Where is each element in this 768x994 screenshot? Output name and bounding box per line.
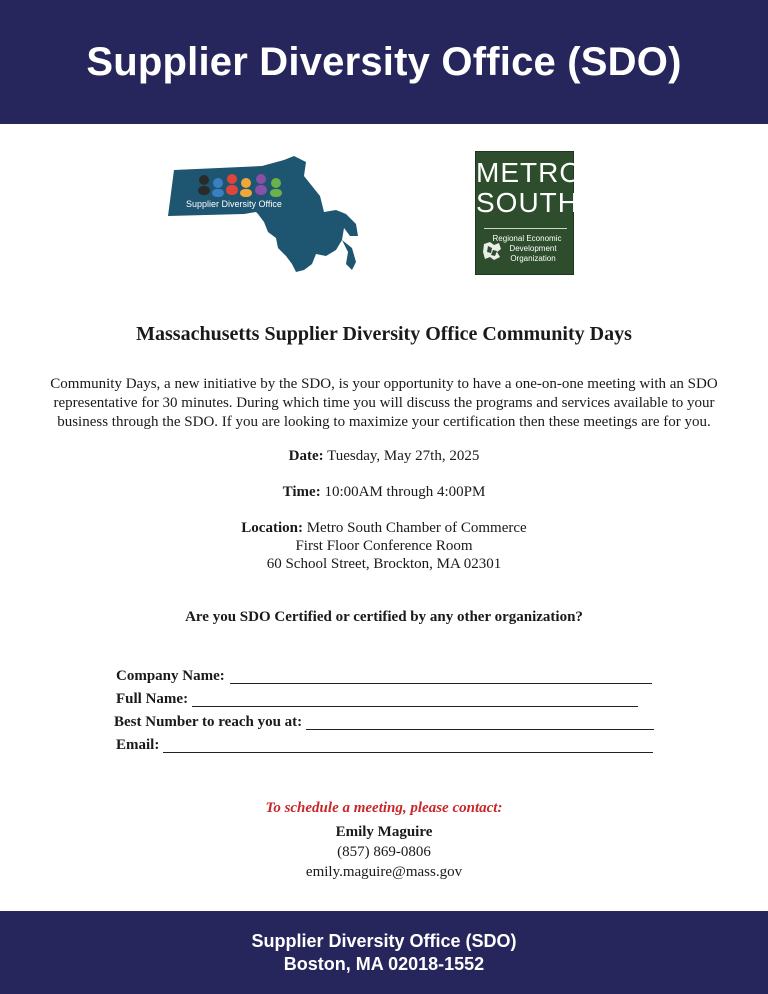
location-line3: 60 School Street, Brockton, MA 02301 — [266, 556, 502, 572]
intro-line: Community Days, a new initiative by the SDO, is your opportunity to have a one-on-one meeting with an SDO — [50, 376, 718, 392]
full-name-label: Full Name: — [116, 691, 189, 707]
date-value: Tuesday, May 27th, 2025 — [327, 448, 480, 464]
full-name-field[interactable] — [116, 691, 638, 709]
sdo-logo-label: Supplier Diversity Office — [186, 199, 282, 209]
massachusetts-map-icon — [166, 152, 362, 278]
event-title: Massachusetts Supplier Diversity Office Community Days — [136, 323, 632, 345]
email-line[interactable] — [163, 752, 653, 753]
metro-south-logo — [475, 151, 583, 275]
time-value: 10:00AM through 4:00PM — [324, 484, 486, 500]
certification-question: Are you SDO Certified or certified by any other organization? — [185, 609, 583, 625]
date-label: Date: — [288, 448, 324, 464]
company-name-label: Company Name: — [116, 668, 225, 684]
metro-south-sub3: Organization — [510, 254, 556, 263]
company-name-field[interactable] — [116, 668, 652, 686]
footer-line1: Supplier Diversity Office (SDO) — [251, 931, 517, 951]
intro-line: representative for 30 minutes. During which time you will discuss the programs and services available to your — [53, 395, 715, 411]
metro-south-line2: SOUTH — [476, 187, 579, 218]
full-name-line[interactable] — [192, 706, 638, 707]
footer-line2: Boston, MA 02018-1552 — [283, 954, 485, 974]
event-time — [0, 484, 768, 501]
location-label: Location: — [241, 520, 303, 536]
metro-south-sub1: Regional Economic — [492, 234, 562, 243]
metro-south-divider — [484, 228, 567, 229]
contact-name: Emily Maguire — [335, 824, 433, 840]
event-date — [0, 448, 768, 465]
intro-line: business through the SDO. If you are looking to maximize your certification then these meetings are for you. — [57, 414, 711, 430]
location-line1: Metro South Chamber of Commerce — [306, 520, 527, 536]
page-title: Supplier Diversity Office (SDO) — [86, 40, 682, 84]
phone-field[interactable] — [114, 714, 654, 732]
email-label: Email: — [116, 737, 160, 753]
company-name-line[interactable] — [230, 683, 652, 684]
sdo-logo — [166, 152, 362, 278]
metro-south-line1: METRO — [476, 157, 583, 188]
email-field[interactable] — [116, 737, 653, 755]
phone-label: Best Number to reach you at: — [114, 714, 303, 730]
contact-lead: To schedule a meeting, please contact: — [265, 800, 503, 816]
intro-paragraph — [40, 375, 728, 432]
phone-line[interactable] — [306, 729, 654, 730]
header-banner — [0, 0, 768, 124]
metro-south-sub2: Development — [509, 244, 557, 253]
contact-phone: (857) 869-0806 — [337, 844, 431, 860]
time-label: Time: — [282, 484, 321, 500]
footer-banner — [0, 911, 768, 994]
event-location — [0, 520, 768, 537]
location-line2: First Floor Conference Room — [295, 538, 473, 554]
contact-email[interactable]: emily.maguire@mass.gov — [305, 864, 463, 880]
